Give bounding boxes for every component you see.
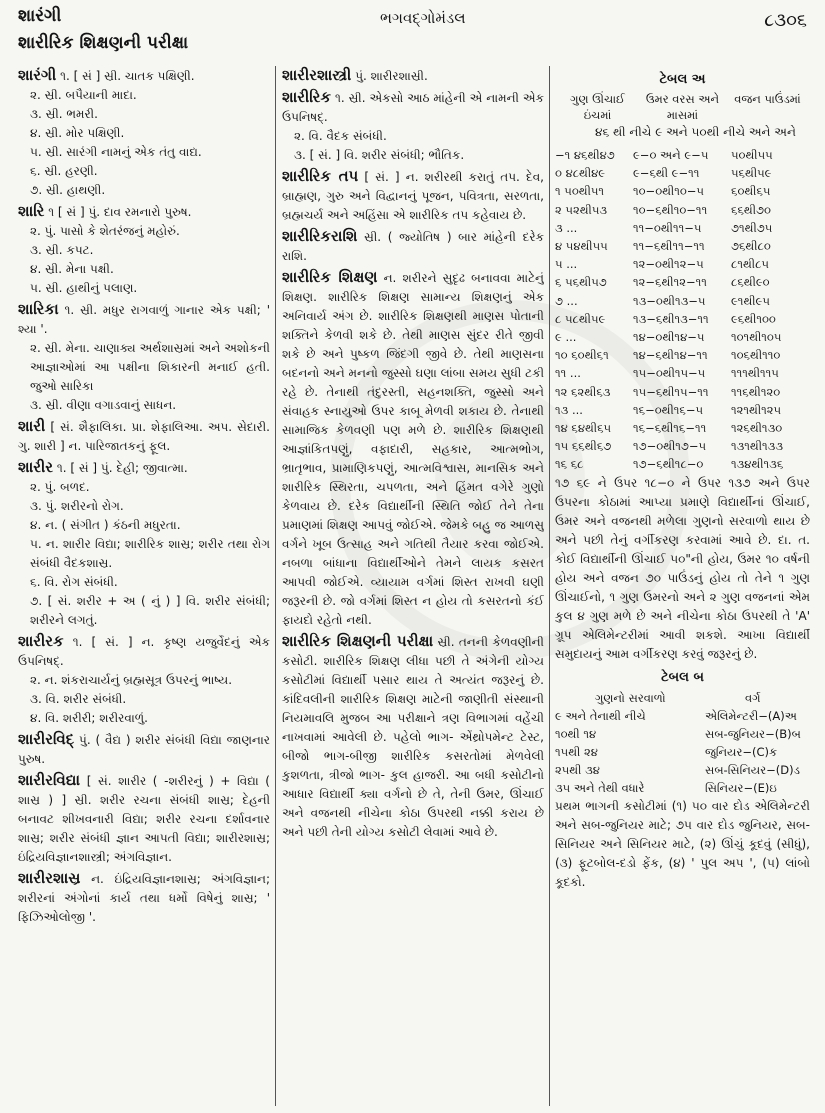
entry-headword: શારીરશાસ્ર bbox=[18, 869, 81, 887]
table-a-row bbox=[555, 182, 810, 200]
table-a-cell: ૨ ૫૨થી૫૩ bbox=[555, 202, 608, 217]
table-a-title: ટેબલ અ bbox=[659, 72, 706, 87]
table-a-row bbox=[555, 419, 810, 437]
table-a-cell: ૧૨−૦થી૧૨−૫ bbox=[633, 257, 704, 272]
table-a-cell: ૧૭−૬થી૧૮−૦ bbox=[633, 457, 704, 472]
table-a-note: ૪૬ થી નીચે ૯ અને ૫૦થી નીચે અને અને bbox=[595, 125, 796, 139]
table-a-cell: ૧૬−૬થી૧૬−૧૧ bbox=[633, 421, 707, 436]
entry-meaning: ૨. વિ. વૈદક સંબંધી. bbox=[294, 129, 387, 143]
dictionary-entry bbox=[18, 417, 270, 456]
table-a-cell: ૧૩ ... bbox=[555, 402, 583, 417]
entry-headword: શારીરિકરાશિ bbox=[282, 227, 358, 245]
table-a-cell: ૧૩−૦થી૧૩−૫ bbox=[633, 293, 706, 308]
column-divider bbox=[549, 66, 550, 1106]
table-a-cell: ૦ ૪૮થી૪૯ bbox=[555, 166, 606, 181]
dictionary-entry bbox=[18, 202, 270, 298]
entry-meaning: ૨. સ્રી. મેના. ચાણાક્ય અર્થશાસ્રમાં અને અશોકની આજ્ઞાઓમાં આ પક્ષીના શિકારની મનાઈ હતી. જુઓ સારિકા bbox=[30, 341, 270, 393]
table-a-cell: ૧૫ ૬૬થી૬૭ bbox=[555, 439, 612, 454]
entry-meaning: [ સં. શૈફાલિકા. પ્રા. શેફાલિઆ. અપ. સેદારી. ગુ. શારી ] ન. પારિજાતકનું ફૂલ. bbox=[18, 420, 270, 453]
dictionary-entry bbox=[18, 300, 270, 415]
table-a-cell: ૫૬થી૫૯ bbox=[731, 166, 772, 181]
dictionary-entry bbox=[18, 869, 270, 927]
table-a-cell: ૭૧થી૭૫ bbox=[731, 220, 773, 235]
table-b-cell: ૧૦થી ૧૪ bbox=[555, 726, 597, 741]
table-a-cell: ૧૦−૦થી૧૦−૫ bbox=[633, 184, 704, 199]
entry-meaning: ન. શરીરને સુદૃઢ બનાવવા માટેનું શિક્ષણ. શારીરિક શિક્ષણ સામાન્ય શિક્ષણનું એક અનિવાર્ય અંગ છે. શારીરિક શિક્ષણથી માણસ પોતાની શક્તિને કેળવી શકે છે. તેથી માણસ સુંદર રીતે જીવી શકે છે અને પુષ્કળ જિંદગી જીવે છે. તેથી માણસના બદનનો અને મનનો જુસ્સો ઘણા લાંબા સમય સુધી ટકી રહે છે. તેનાથી તંદુરસ્તી, સહનશક્તિ, જુસ્સો અને સંવાહક સ્નાયુઓ ઉપર કાબૂ મેળવી શકાય છે. તેનાથી સામાજિક કેળવણી પણ મળે છે. શારીરિક શિક્ષણથી આજ્ઞાંકિતપણું, વફાદારી, સહકાર, આત્મભોગ, ભ્રાતૃભાવ, પ્રામાણિકપણું, આત્મવિશ્વાસ, માનસિક અને શારીરિક સ્થિરતા, ચપળતા, અને હિંમત વગેરે ગુણો કેળવાય છે. દરેક વિદ્યાર્થીની સ્થિતિ જોઈ તેને તેના પ્રમાણમાં શિક્ષણ આપવું જોઈએ. જેમકે બહુ જ આળસુ વર્ગને ખૂબ ઉત્સાહ અને ગતિથી તૈયાર કરવા જોઈએ. નબળા બાંધાના વિદ્યાર્થીઓને તેમને લાયક કસરત આપવી જોઈએ. વ્યાયામ વર્ગમાં શિસ્ત રાખવી ઘણી જરૂરની છે. જો વર્ગમાં શિસ્ત ન હોય તો કસરતનો કંઈ ફાયદો રહેતો નથી. bbox=[282, 271, 544, 627]
table-b-cell: ૧૫થી ૨૪ bbox=[555, 744, 598, 759]
table-a-cell: ૧૫−૬થી૧૫−૧૧ bbox=[633, 384, 709, 399]
table-a-cell: ૬૬થી૭૦ bbox=[731, 202, 771, 217]
table-a-cell: ૧૧૧થી૧૧૫ bbox=[731, 366, 779, 381]
table-a-row bbox=[555, 273, 810, 291]
table-a-cell: ૬ ૫૬થી૫૭ bbox=[555, 275, 607, 290]
table-b-cell: સબ-સિનિયર−(D)ડ bbox=[705, 762, 800, 777]
table-a-cell: ૧૫−૦થી૧૫−૫ bbox=[633, 366, 706, 381]
page-number: ૮૩૦૬ bbox=[764, 10, 807, 31]
table-a-cell: ૧૩−૬થી૧૩−૧૧ bbox=[633, 311, 709, 326]
entry-meaning: ૩. સ્રી. કપટ. bbox=[30, 243, 94, 257]
table-b-cell: સબ-જુનિયર−(B)બ bbox=[705, 726, 801, 741]
table-a-row bbox=[555, 219, 810, 237]
entry-meaning: ૧. [ સં. ] ન. કૃષ્ણ યજુર્વેદનું એક ઉપનિષદ્. bbox=[18, 635, 270, 668]
table-a-cell: ૧૦૬થી૧૧૦ bbox=[731, 348, 781, 363]
table-a-cell: ૮ ૫૮થી૫૯ bbox=[555, 311, 606, 326]
table-a-row bbox=[555, 164, 810, 182]
table-b-cell: સિનિયર−(E)ઇ bbox=[705, 780, 777, 795]
entry-meaning: ન. ઇંદ્રિયવિજ્ઞાનશાસ્ર; અંગવિજ્ઞાન; શરીરનાં અંગોનાં કાર્ય તથા ધર્મો વિષેનું શાસ્ર; ' ફિઝિઓલોજી '. bbox=[18, 872, 270, 924]
entry-headword: શારીરિક શિક્ષણની પરીક્ષા bbox=[282, 632, 434, 650]
entry-meaning: સ્રી. ( જ્યોતિષ ) બાર માંહેની દરેક રાશિ. bbox=[282, 230, 544, 263]
entry-meaning: ૨. પું. પાસો કે શેતરંજનું મહોરું. bbox=[30, 224, 180, 238]
entry-meaning: [ સં. ] ન. શરીરથી કરાતું તપ. દેવ, બ્રાહ્મણ, ગુરુ અને વિદ્વાનનું પૂજન, પવિત્રતા, સરળતા, બ્રહ્મચર્ય અને અહિંસા એ શારીરિક તપ કહેવાય છે. bbox=[282, 170, 544, 222]
table-a-cell: ૧૪−૦થી૧૪−૫ bbox=[633, 330, 705, 345]
table-a-row bbox=[555, 364, 810, 382]
column-divider bbox=[275, 66, 276, 1106]
table-a-row bbox=[555, 310, 810, 328]
entry-meaning: ૩. સ્રી. વીણા વગાડવાનું સાધન. bbox=[30, 398, 177, 412]
table-a-cell: ૯−૬થી ૯−૧૧ bbox=[633, 166, 700, 181]
entry-meaning: ૧ [ સં ] પું. દાવ રમનારો પુરુષ. bbox=[48, 205, 192, 219]
table-a-cell: ૧૨૧થી૧૨૫ bbox=[731, 402, 782, 417]
table-a-cell: ૧૧−૬થી૧૧−૧૧ bbox=[633, 239, 705, 254]
dictionary-entry bbox=[282, 268, 544, 630]
entry-meaning: ૪. સ્રી. મેના પક્ષી. bbox=[30, 262, 114, 276]
table-a-cell: ૧૨−૬થી૧૨−૧૧ bbox=[633, 275, 707, 290]
entry-meaning: [ સં. શારીર ( -શરીરનું ) + વિદ્યા ( શાસ્ર ) ] સ્રી. શરીર રચના સંબંધી શાસ્ર; દેહની બનાવટ શીખવનારી વિદ્યા; શરીર રચના દર્શાવનાર શાસ્ર; શરીર સંબંધી જ્ઞાન આપતી વિદ્યા; શારીરશાસ્ર; ઇંદ્રિયવિજ્ઞાનશાસ્ત્રી; અંગવિજ્ઞાન. bbox=[18, 774, 270, 864]
table-b-cell: ૨૫થી ૩૪ bbox=[555, 762, 600, 777]
table-a-cell: ૯૬થી૧૦૦ bbox=[731, 311, 776, 326]
table-a-cell: ૧૨ ૬૨થી૬૩ bbox=[555, 384, 611, 399]
dictionary-entry bbox=[282, 167, 544, 225]
column-1 bbox=[18, 66, 270, 1106]
table-b-row bbox=[555, 725, 810, 743]
dictionary-entry bbox=[18, 771, 270, 867]
entry-meaning: પું. શારીરશાસ્રી. bbox=[355, 69, 428, 83]
table-a-header bbox=[555, 91, 810, 123]
entry-meaning: ૩. [ સં. ] વિ. શરીર સંબંધી; ભૌતિક. bbox=[294, 148, 465, 162]
entry-headword: શારીરિક શિક્ષણ bbox=[282, 268, 378, 286]
table-a-row bbox=[555, 455, 810, 473]
table-a-row bbox=[555, 255, 810, 273]
page-header bbox=[0, 0, 825, 64]
table-b-cell: ૯ અને તેનાથી નીચે bbox=[555, 708, 646, 723]
entry-meaning: ૫. સ્રી. હાથીનું પલાણ. bbox=[30, 281, 138, 295]
entry-headword: શારીરવિદ્યા bbox=[18, 771, 81, 789]
table-b-header bbox=[555, 689, 810, 707]
table-b-row bbox=[555, 743, 810, 761]
table-a-cell: ૯−૦ અને ૯−૫ bbox=[633, 148, 709, 162]
table-a-row bbox=[555, 437, 810, 455]
table-a-cell: ૬૦થી૬૫ bbox=[731, 184, 771, 199]
table-a-cell: ૯૧થી૯૫ bbox=[731, 293, 770, 308]
entry-meaning: ૧. [ સં ] પું. દેહી; જીવાત્મા. bbox=[56, 461, 188, 475]
dictionary-entry bbox=[18, 66, 270, 200]
entry-meaning: ૪. વિ. શરીરી; શરીરવાળું. bbox=[30, 711, 148, 725]
entry-headword: શારીરક bbox=[18, 632, 64, 650]
table-a-body bbox=[555, 146, 810, 474]
entry-meaning: ૧. [ સં ] સ્રી. ચાતક પક્ષિણી. bbox=[60, 69, 195, 83]
table-b-row bbox=[555, 761, 810, 779]
table-a-cell: ૧૧−૦થી૧૧−૫ bbox=[633, 220, 702, 235]
table-a-cell: ૧૨૬થી૧૩૦ bbox=[731, 421, 783, 436]
top-headword: શારંગી bbox=[18, 6, 62, 26]
table-a-row bbox=[555, 201, 810, 219]
table-a-cell: ૧૭−૦થી૧૭−૫ bbox=[633, 439, 707, 454]
entry-headword: શારીરિક તપ bbox=[282, 167, 359, 185]
entry-headword: શારીરશાસ્ત્રી bbox=[282, 66, 352, 84]
entry-headword: શારિકા bbox=[18, 300, 59, 318]
entry-meaning: ૫. સ્રી. સારંગી નામનું એક તંતુ વાદ્ય. bbox=[30, 145, 202, 159]
entry-meaning: ૩. પું. શરીરનો રોગ. bbox=[30, 499, 124, 513]
entry-meaning: ૪. સ્રી. મોર પક્ષિણી. bbox=[30, 126, 125, 140]
table-b-header-cell: ગુણનો સરવાળો bbox=[595, 690, 666, 705]
table-a-cell: ૧૧૬થી૧૨૦ bbox=[731, 384, 781, 399]
table-a-cell: ૧૬ ૬૮ bbox=[555, 457, 584, 472]
entry-meaning: પું. ( વૈદ્ય ) શરીર સંબંધી વિદ્યા જાણનાર પુરુષ. bbox=[18, 733, 270, 766]
book-title: ભગવદ્ગોમંડલ bbox=[380, 9, 466, 27]
table-a-header-cell: ઉમર વરસ અને માસમાં bbox=[645, 92, 720, 122]
entry-meaning: ૨. ન. શંકરાચાર્યનું બ્રહ્મસૂત્ર ઉપરનું ભાષ્ય. bbox=[30, 673, 233, 687]
entry-headword: શારીર bbox=[18, 458, 54, 476]
table-a-row bbox=[555, 237, 810, 255]
table-b-body bbox=[555, 707, 810, 797]
entry-meaning: ૪. ન. ( સંગીત ) કંઠની મધુરતા. bbox=[30, 518, 181, 532]
entry-meaning: ૧. સ્રી. એકસો આઠ માંહેની એ નામની એક ઉપનિષદ્. bbox=[282, 91, 544, 124]
entry-meaning: ૭. [ સં. શરીર + અ ( નું ) ] વિ. શરીર સંબંધી; શરીરને લગતું. bbox=[30, 594, 270, 627]
table-b-cell: ૩૫ અને તેથી વધારે bbox=[555, 780, 645, 795]
table-a-cell: ૯ ... bbox=[555, 330, 577, 345]
table-a-cell: ૧૪ ૬૪થી૬૫ bbox=[555, 421, 612, 436]
table-a-cell: ૭ ... bbox=[555, 293, 578, 308]
table-a-cell: ૫ ... bbox=[555, 257, 578, 272]
dictionary-entry bbox=[282, 227, 544, 266]
table-a-cell: ૧૧ ... bbox=[555, 366, 581, 381]
table-a-row bbox=[555, 401, 810, 419]
table-a-cell: ૭૬થી૮૦ bbox=[731, 239, 771, 254]
dictionary-entry bbox=[282, 66, 544, 86]
entry-meaning: ૨. સ્રી. બપૈયાની માદા. bbox=[30, 88, 137, 102]
entry-headword: શારી bbox=[18, 417, 46, 435]
table-a-cell: ૧૪−૬થી૧૪−૧૧ bbox=[633, 348, 708, 363]
column-2 bbox=[282, 66, 544, 1106]
table-a-row bbox=[555, 383, 810, 401]
table-b-header-cell: વર્ગ bbox=[745, 690, 761, 705]
table-a-cell: ૧૬−૦થી૧૬−૫ bbox=[633, 402, 704, 417]
table-b-cell: એલિમેન્ટરી−(A)અ bbox=[705, 708, 797, 723]
entry-meaning: ૫. ન. શારીર વિદ્યા; શારીરિક શાસ્ર; શરીર તથા રોગ સંબંધી વૈદકશાસ્ર. bbox=[30, 537, 270, 570]
entry-meaning: ૬. વિ. રોગ સંબંધી. bbox=[30, 575, 118, 589]
dictionary-entry bbox=[18, 632, 270, 728]
entry-meaning: ૨. પું. બળદ. bbox=[30, 480, 90, 494]
entry-meaning: ૭. સ્રી. હાથણી. bbox=[30, 183, 106, 197]
table-a-cell: ૧૦−૬થી૧૦−૧૧ bbox=[633, 202, 708, 217]
table-b-row bbox=[555, 779, 810, 797]
table-a-cell: −૧ ૪૬થી૪૭ bbox=[555, 148, 615, 162]
entry-headword: શારંગી bbox=[18, 66, 57, 84]
table-a-cell: ૪ ૫૪થી૫૫ bbox=[555, 239, 608, 254]
table-a-header-cell: વજન પાઉંડમાં bbox=[734, 92, 801, 106]
table-a-row bbox=[555, 346, 810, 364]
dictionary-entry bbox=[18, 458, 270, 630]
entry-meaning: ૩. વિ. શરીર સંબંધી. bbox=[30, 692, 127, 706]
table-a-cell: ૮૧થી૮૫ bbox=[731, 257, 769, 272]
dictionary-entry bbox=[18, 730, 270, 769]
table-a-row bbox=[555, 146, 810, 164]
table-b-row bbox=[555, 707, 810, 725]
table-a-cell: ૧૦૧થી૧૦૫ bbox=[731, 330, 782, 345]
table-a-cell: ૧૩૪થી૧૩૬ bbox=[731, 457, 784, 472]
dictionary-entry bbox=[282, 632, 544, 842]
table-b-paragraph: પ્રથમ ભાગની કસોટીમાં (૧) ૫૦ વાર દોડ એલિમેન્ટરી અને સબ-જુનિયર માટે; ૭૫ વાર દોડ જુનિયર, સબ-સિનિયર અને સિનિયર માટે, (૨) ઊંચું કૂદવું (સીધું), (૩) ફૂટબોલ-દડો ફેંક, (૪) ' પુલ અપ ', (૫) લાંબો કૂદકો. bbox=[555, 798, 810, 889]
bottom-headword: શારીરિક શિક્ષણની પરીક્ષા bbox=[18, 33, 189, 53]
table-a-cell: ૧૩૧થી૧૩૩ bbox=[731, 439, 783, 454]
table-a-cell: ૩ ... bbox=[555, 220, 578, 235]
table-a-cell: ૮૬થી૯૦ bbox=[731, 275, 770, 290]
column-3 bbox=[555, 66, 810, 1106]
entry-meaning: ૩. સ્રી. ભમરી. bbox=[30, 107, 98, 121]
table-b-title: ટેબલ બ bbox=[661, 669, 704, 685]
table-a-row bbox=[555, 292, 810, 310]
entry-meaning: ૬. સ્રી. હરણી. bbox=[30, 164, 98, 178]
table-a-paragraph: ૧૭ ૬૯ ને ઉપર ૧૮−૦ ને ઉપર ૧૩૭ અને ઉપર ઉપરના કોઠામાં આપ્યા પ્રમાણે વિદ્યાર્થીનાં ઊંચાઈ, ઉમર અને વજનથી મળેલા ગુણનો સરવાળો થાય છે અને પછી તેનું વર્ગીકરણ કરવામાં આવે છે. દા. ત. કોઈ વિદ્યાર્થીની ઊંચાઈ ૫૦"ની હોય, ઉમર ૧૦ વર્ષની હોય અને વજન ૭૦ પાઉંડનું હોય તો તેને ૧ ગુણ ઊંચાઈનો, ૧ ગુણ ઉમરનો અને ૨ ગુણ વજનનાં એમ કુલ ૪ ગુણ મળે છે અને નીચેના કોઠા ઉપરથી તે 'A' ગ્રૂપ એલિમેન્ટરીમાં આવી શકશે. આખા વિદ્યાર્થી સમુદાયનું આમ વર્ગીકરણ કરવું જરૂરનું છે. bbox=[555, 475, 810, 661]
entry-headword: શારીરિક bbox=[282, 88, 332, 106]
table-a-row bbox=[555, 328, 810, 346]
entry-headword: શારીરવિદ્ bbox=[18, 730, 75, 748]
table-a-header-cell: ગુણ ઊંચાઈ ઇંચમાં bbox=[570, 92, 625, 122]
entry-meaning: સ્રી. તનની કેળવણીની કસોટી. શારીરિક શિક્ષણ લીધા પછી તે અંગેની યોગ્ય કસોટીમાં વિદ્યાર્થી પસાર થાય તે અત્યંત જરૂરનું છે. કાંદિવલીની શારીરિક શિક્ષણ માટેની જાણીતી સંસ્થાની નિયમાવલિ મુજબ આ પરીક્ષાને ત્રણ વિભાગમાં વહેંચી નાખવામાં આવેલી છે. પહેલો ભાગ- એંથ્રોપમેન્ટ ટેસ્ટ, બીજો ભાગ-બીજી શારીરિક કસરતોમાં મેળવેલી કુશળતા, ત્રીજો ભાગ- કુલ હાજરી. આ બધી કસોટીનો આધાર વિદ્યાર્થી ક્યા વર્ગનો છે તે, તેની ઉમર, ઊંચાઈ અને વજનથી નીચેના કોઠા ઉપરથી નક્કી કરાય છે અને પછી તેની યોગ્ય કસોટી લેવામાં આવે છે. bbox=[282, 635, 544, 839]
table-a-cell: ૫૦થી૫૫ bbox=[731, 148, 773, 162]
entry-headword: શારિ bbox=[18, 202, 45, 220]
table-a-cell: ૧૦ ૬૦થી૬૧ bbox=[555, 348, 609, 363]
entry-meaning: ૧. સ્રી. મધુર રાગવાળું ગાનાર એક પક્ષી; ' શ્યા '. bbox=[18, 303, 270, 336]
table-a-cell: ૧ ૫૦થી૫૧ bbox=[555, 184, 605, 199]
table-b-cell: જુનિયર−(C)ક bbox=[705, 744, 778, 759]
dictionary-entry bbox=[282, 88, 544, 165]
